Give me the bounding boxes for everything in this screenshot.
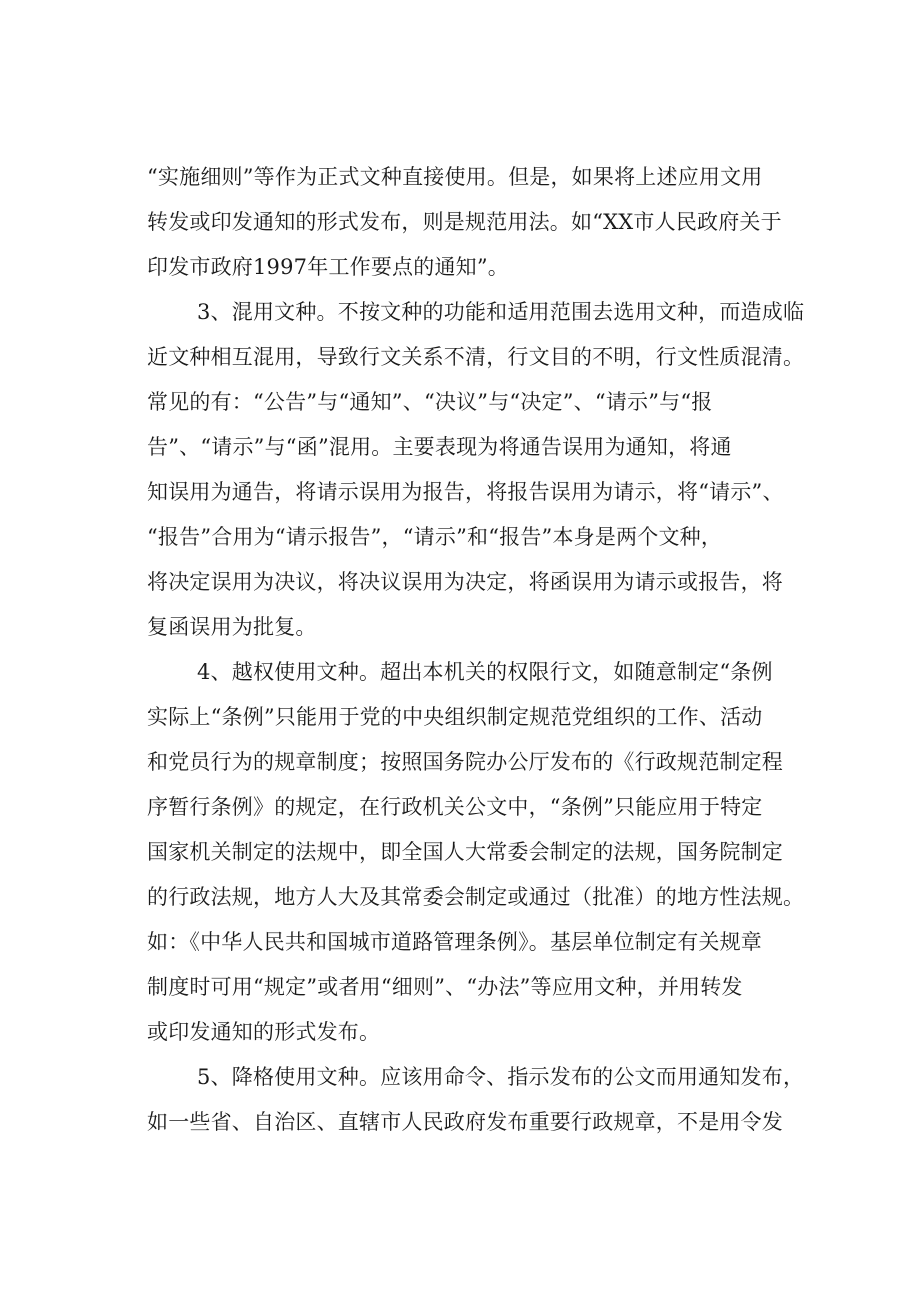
text-line: 序暂行条例》的规定，在行政机关公文中，“条例”只能应用于特定 — [147, 795, 763, 819]
text-line: 印发市政府1997年工作要点的通知”。 — [147, 255, 509, 279]
text-line: 或印发通知的形式发布。 — [147, 1020, 381, 1044]
text-line: 和党员行为的规章制度；按照国务院办公厅发布的《行政规范制定程 — [147, 750, 783, 774]
paragraph-4-start: 4、越权使用文种。超出本机关的权限行文，如随意制定“条例 — [197, 660, 773, 684]
text-line: 实际上“条例”只能用于党的中央组织制定规范党组织的工作、活动 — [147, 705, 763, 729]
paragraph-3-start: 3、混用文种。不按文种的功能和适用范围去选用文种，而造成临 — [197, 300, 805, 324]
text-line: “实施细则”等作为正式文种直接使用。但是，如果将上述应用文用 — [147, 165, 763, 189]
text-line: 告”、“请示”与“函”混用。主要表现为将通告误用为通知，将通 — [147, 435, 732, 459]
paragraph-5-start: 5、降格使用文种。应该用命令、指示发布的公文而用通知发布， — [197, 1065, 805, 1089]
text-line: “报告”合用为“请示报告”，“请示”和“报告”本身是两个文种， — [147, 525, 723, 549]
text-line: 近文种相互混用，导致行文关系不清，行文目的不明，行文性质混清。 — [147, 345, 805, 369]
text-line: 转发或印发通知的形式发布，则是规范用法。如“XX市人民政府关于 — [147, 210, 782, 234]
text-line: 的行政法规，地方人大及其常委会制定或通过（批准）的地方性法规。 — [147, 885, 805, 909]
text-line: 复函误用为批复。 — [147, 615, 317, 639]
text-line: 常见的有：“公告”与“通知”、“决议”与“决定”、“请示”与“报 — [147, 390, 713, 414]
text-line: 知误用为通告，将请示误用为报告，将报告误用为请示，将“请示”、 — [147, 480, 784, 504]
text-line: 如：《中华人民共和国城市道路管理条例》。基层单位制定有关规章 — [147, 930, 762, 954]
text-line: 国家机关制定的法规中，即全国人大常委会制定的法规，国务院制定 — [147, 840, 783, 864]
text-line: 如一些省、自治区、直辖市人民政府发布重要行政规章，不是用令发 — [147, 1110, 783, 1134]
text-line: 制度时可用“规定”或者用“细则”、“办法”等应用文种，并用转发 — [147, 975, 743, 999]
text-line: 将决定误用为决议，将决议误用为决定，将函误用为请示或报告，将 — [147, 570, 783, 594]
